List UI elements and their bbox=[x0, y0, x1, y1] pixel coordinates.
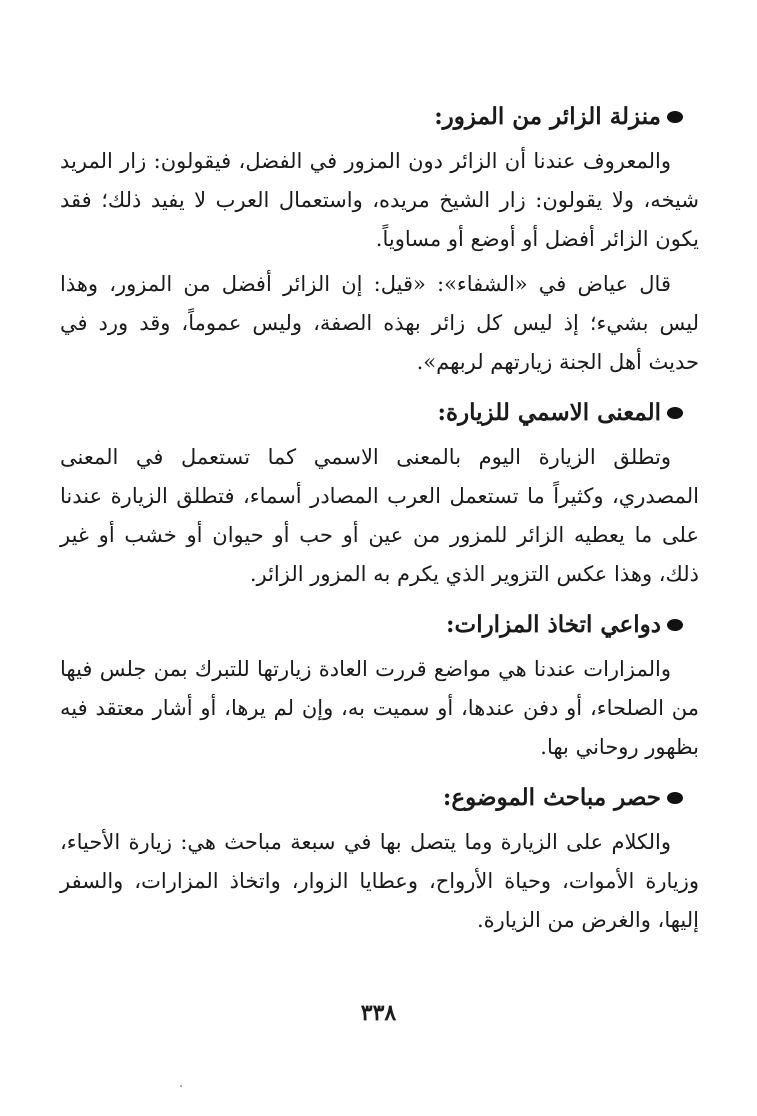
section-shrines-reasons bbox=[60, 600, 699, 767]
section-heading bbox=[60, 388, 699, 438]
bullet-icon bbox=[667, 792, 683, 804]
paragraph: قال عياض في «الشفاء»: «قيل: إن الزائر أفضل من المزور، وهذا ليس بشيء؛ إذ ليس كل زائر بهذه الصفة، وليس عموماً، وقد ورد في حديث أهل الجنة زيارتهم لربهم». bbox=[60, 272, 699, 374]
section-heading bbox=[60, 92, 699, 142]
page-number: ٣٣٨ bbox=[360, 1000, 397, 1026]
scan-speck bbox=[180, 1085, 182, 1087]
paragraph: وتطلق الزيارة اليوم بالمعنى الاسمي كما تستعمل في المعنى المصدري، وكثيراً ما تستعمل العرب المصادر أسماء، فتطلق الزيارة عندنا على ما يعطيه الزائر للمزور من عين أو حب أو حيوان أو خشب أو غير ذلك، وهذا عكس التزوير الذي يكرم به المزور الزائر. bbox=[60, 445, 699, 586]
heading-text: دواعي اتخاذ المزارات: bbox=[446, 611, 661, 638]
paragraph: والمزارات عندنا هي مواضع قررت العادة زيارتها للتبرك بمن جلس فيها من الصلحاء، أو دفن عندها، أو سميت به، وإن لم يرها، أو أشار معتقد فيه بظهور روحاني بها. bbox=[60, 657, 699, 759]
section-visitor-status bbox=[60, 92, 699, 382]
heading-text: منزلة الزائر من المزور: bbox=[434, 103, 661, 130]
paragraph: والكلام على الزيارة وما يتصل بها في سبعة مباحث هي: زيارة الأحياء، وزيارة الأموات، وحياة الأرواح، وعطايا الزوار، واتخاذ المزارات، والسفر إليها، والغرض من الزيارة. bbox=[60, 830, 699, 932]
heading-text: حصر مباحث الموضوع: bbox=[442, 784, 661, 811]
section-nominal-meaning bbox=[60, 388, 699, 594]
section-heading bbox=[60, 600, 699, 650]
heading-text: المعنى الاسمي للزيارة: bbox=[437, 399, 661, 426]
bullet-icon bbox=[667, 407, 683, 419]
section-topics-summary bbox=[60, 773, 699, 940]
bullet-icon bbox=[667, 619, 683, 631]
section-heading bbox=[60, 773, 699, 823]
bullet-icon bbox=[667, 111, 683, 123]
page-body bbox=[60, 92, 699, 946]
paragraph: والمعروف عندنا أن الزائر دون المزور في الفضل، فيقولون: زار المريد شيخه، ولا يقولون: زار الشيخ مريده، واستعمال العرب لا يفيد ذلك؛ فقد يكون الزائر أفضل أو أوضع أو مساوياً. bbox=[60, 149, 699, 251]
